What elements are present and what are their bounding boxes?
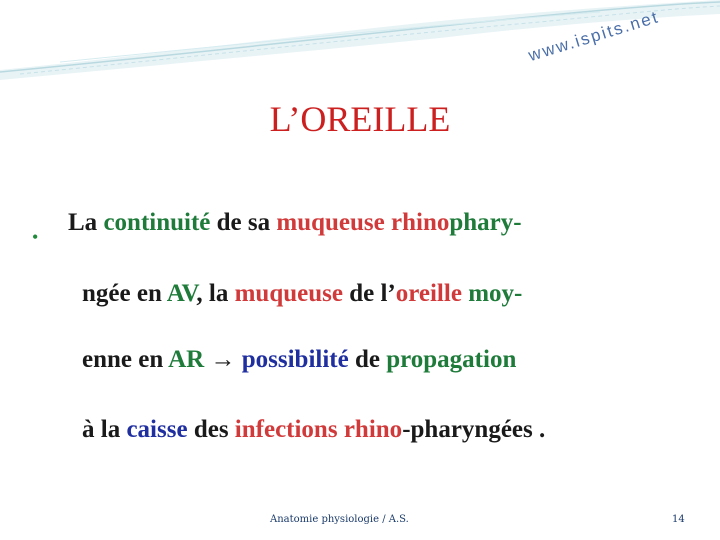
- text-segment: caisse: [126, 416, 188, 443]
- slide-title: L’OREILLE: [269, 99, 451, 139]
- text-segment: rhino: [391, 209, 450, 236]
- bullet-marker: •: [32, 227, 39, 247]
- text-segment: infections: [234, 416, 338, 443]
- footer-text: Anatomie physiologie / A.S.: [270, 514, 409, 525]
- text-segment: à la: [82, 416, 127, 443]
- text-segment: La: [68, 209, 104, 236]
- header-swoosh-decoration: [0, 0, 720, 90]
- text-segment: moy-: [468, 280, 523, 307]
- text-segment: de sa: [210, 209, 277, 236]
- watermark-url: www.ispits.net: [526, 7, 662, 66]
- text-segment: propagation: [386, 346, 517, 373]
- text-segment: de: [348, 346, 387, 373]
- text-segment: AV: [166, 280, 197, 307]
- page-number: 14: [672, 514, 685, 525]
- body-line-3: [82, 346, 516, 374]
- text-segment: continuité: [103, 209, 211, 236]
- text-segment: oreille: [395, 280, 462, 307]
- text-segment: AR: [168, 346, 205, 373]
- text-segment: enne en: [82, 346, 169, 373]
- body-line-4: [82, 416, 545, 444]
- text-segment: des: [187, 416, 235, 443]
- text-segment: de l’: [342, 280, 396, 307]
- text-segment: muqueuse: [276, 209, 385, 236]
- text-segment: , la: [196, 280, 235, 307]
- text-segment: -pharyngées .: [402, 416, 546, 443]
- text-segment: possibilité: [241, 346, 349, 373]
- body-line-2: [82, 280, 522, 308]
- text-segment: rhino: [343, 416, 403, 443]
- text-segment: ngée en: [82, 280, 167, 307]
- text-segment: phary-: [449, 209, 522, 236]
- text-segment: muqueuse: [234, 280, 343, 307]
- text-segment: →: [204, 346, 242, 373]
- body-line-1: [68, 209, 522, 237]
